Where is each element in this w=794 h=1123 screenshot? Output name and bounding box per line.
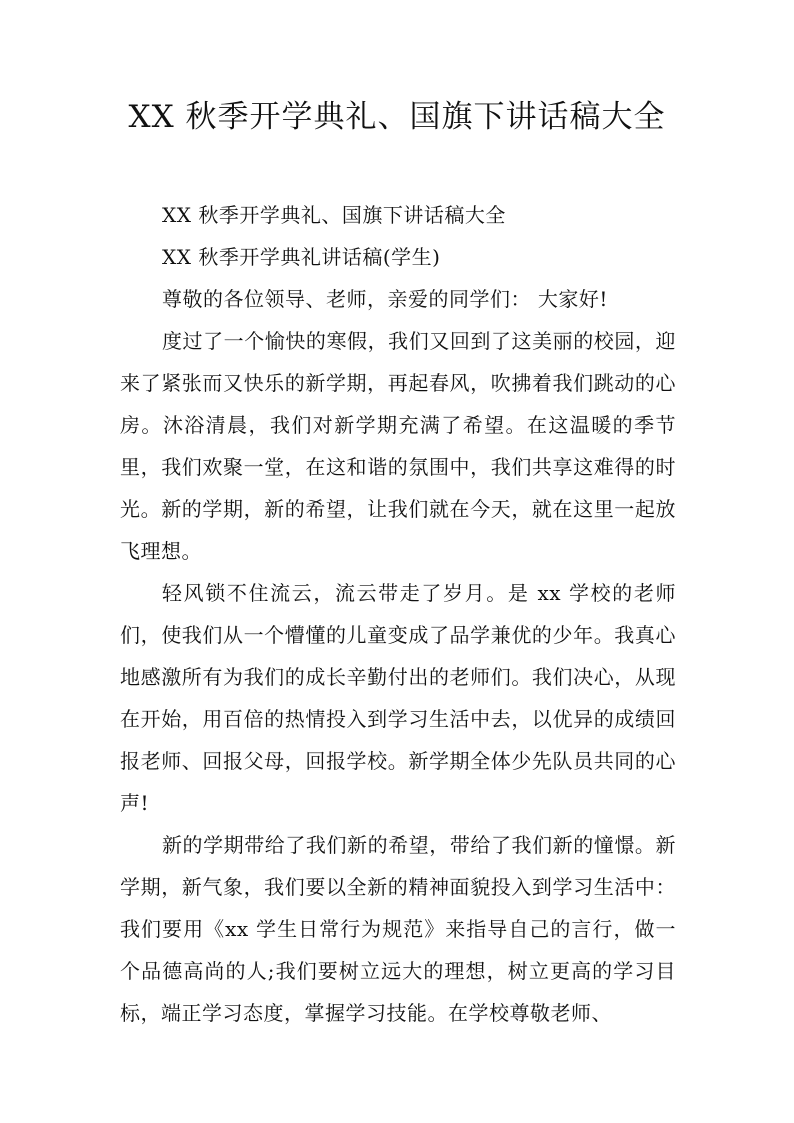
document-title: XX 秋季开学典礼、国旗下讲话稿大全 [128,99,666,135]
paragraph-body-1: 度过了一个愉快的寒假，我们又回到了这美丽的校园，迎来了紧张而又快乐的新学期，再起春风，吹拂着我们跳动的心房。沐浴清晨，我们对新学期充满了希望。在这温暖的季节里，我们欢聚一堂，在这和谐的氛围中，我们共享这难得的时光。新的学期，新的希望，让我们就在今天，就在这里一起放飞理想。 [120,329,676,563]
paragraph-body-3: 新的学期带给了我们新的希望，带给了我们新的憧憬。新学期，新气象，我们要以全新的精神面貌投入到学习生活中：我们要用《xx 学生日常行为规范》来指导自己的言行，做一个品德高尚的人;我们要树立远大的理想，树立更高的学习目标，端正学习态度，掌握学习技能。在学校尊敬老师、 [120,833,676,1025]
paragraph-heading-repeat: XX 秋季开学典礼、国旗下讲话稿大全 [162,203,506,227]
document-body [120,194,676,1034]
paragraph-subtitle: XX 秋季开学典礼讲话稿(学生) [162,245,441,269]
paragraph-body-2: 轻风锁不住流云，流云带走了岁月。是 xx 学校的老师们，使我们从一个懵懂的儿童变成了品学兼优的少年。我真心地感激所有为我们的成长辛勤付出的老师们。我们决心，从现在开始，用百倍的热情投入到学习生活中去，以优异的成绩回报老师、回报父母，回报学校。新学期全体少先队员共同的心声! [120,581,676,815]
paragraph-greeting: 尊敬的各位领导、老师，亲爱的同学们： 大家好! [162,287,608,311]
